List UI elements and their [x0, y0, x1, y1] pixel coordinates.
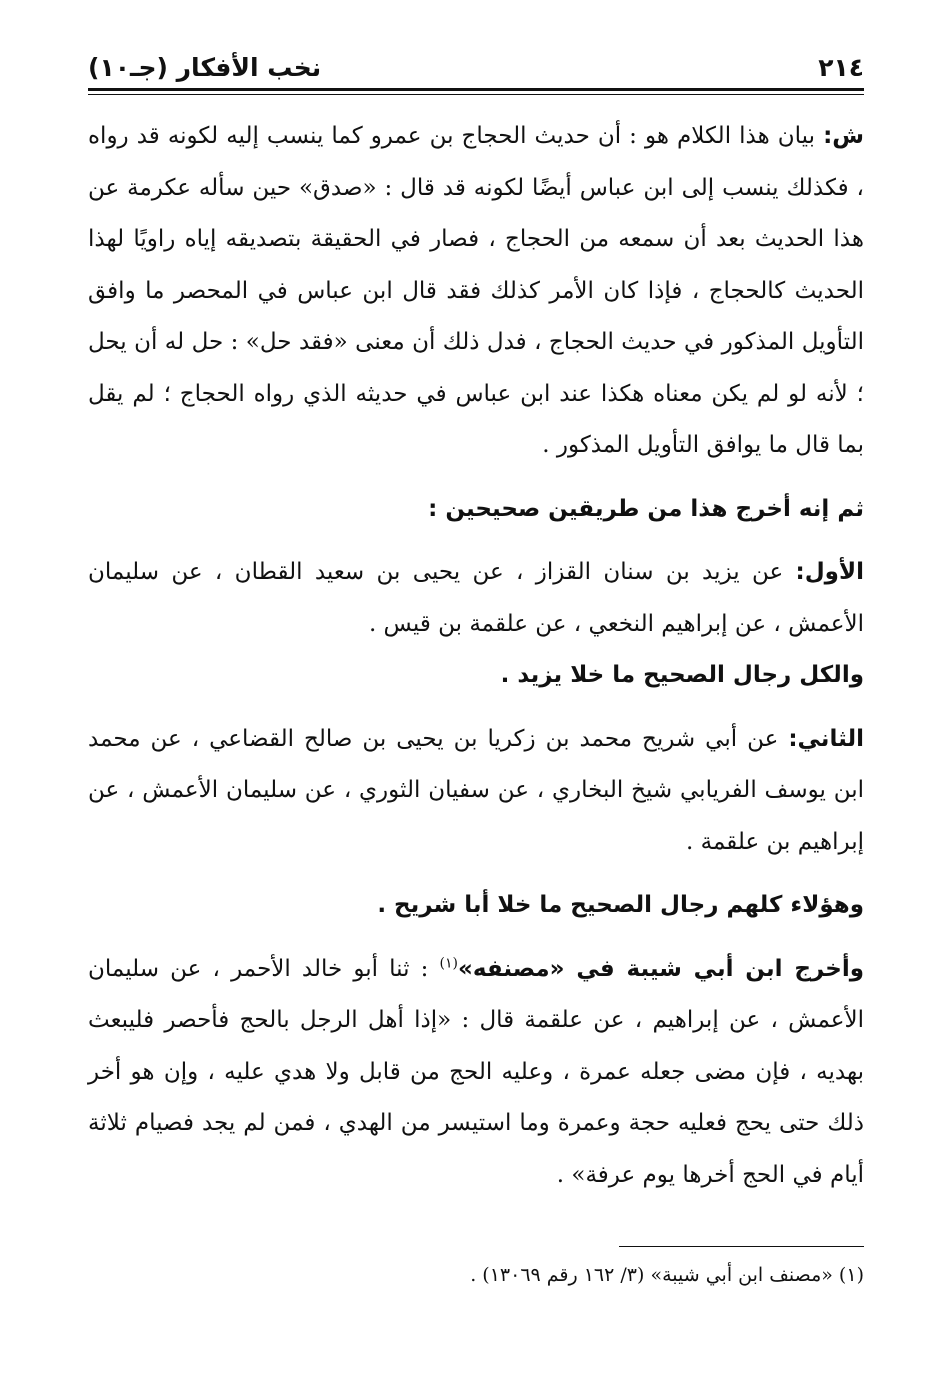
- paragraph-lead: وأخرج ابن أبي شيبة في «مصنفه»: [458, 955, 864, 982]
- paragraph-second-chain: [88, 714, 864, 869]
- spacer: [88, 932, 864, 944]
- header-rule-thick: [88, 88, 864, 91]
- footnote: (١) «مصنف ابن أبي شيبة» (٣/ ١٦٢ رقم ١٣٠٦٩) .: [470, 1264, 864, 1286]
- spacer: [88, 535, 864, 547]
- running-header: [88, 38, 864, 82]
- paragraph-text: بيان هذا الكلام هو : أن حديث الحجاج بن عمرو كما ينسب إليه لكونه قد رواه ، فكذلك ينسب إلى ابن عباس أيضًا لكونه قد قال : «صدق» حين سأله عكرمة عن هذا الحديث بعد أن سمعه من الحجاج ، فصار في الحقيقة بتصديقه إياه راويًا لهذا الحديث كالحجاج ، فإذا كان الأمر كذلك فقد قال ابن عباس في المحصر ما وافق التأويل المذكور في حديث الحجاج ، فدل ذلك أن معنى «فقد حل» : حل له أن يحل ؛ لأنه لو لم يكن معناه هكذا عند ابن عباس في حديثه الذي رواه الحجاج ؛ لم يقل بما قال ما يوافق التأويل المذكور .: [88, 123, 864, 458]
- section-heading: ثم إنه أخرج هذا من طريقين صحيحين :: [428, 495, 864, 522]
- spacer: [88, 702, 864, 714]
- section-heading: وهؤلاء كلهم رجال الصحيح ما خلا أبا شريح .: [377, 892, 864, 918]
- paragraph-text: عن أبي شريح محمد بن زكريا بن يحيى بن صالح القضاعي ، عن محمد ابن يوسف الفريابي شيخ البخاري ، عن سفيان الثوري ، عن سليمان الأعمش ، عن إبراهيم بن علقمة .: [88, 725, 864, 855]
- page-number: ٢١٤: [818, 53, 864, 82]
- spacer: [88, 472, 864, 484]
- book-title: نخب الأفكار (جـ١٠): [88, 53, 322, 82]
- paragraph-text: عن يزيد بن سنان القزاز ، عن يحيى بن سعيد القطان ، عن سليمان الأعمش ، عن إبراهيم النخعي ، عن علقمة بن قيس .: [88, 559, 864, 637]
- spacer: [88, 868, 864, 880]
- book-page: [88, 38, 864, 1286]
- paragraph-text: : ثنا أبو خالد الأحمر ، عن سليمان الأعمش ، عن إبراهيم ، عن علقمة قال : «إذا أهل الرجل بالحج فأحصر فليبعث بهديه ، فإن مضى جعله عمرة ، وعليه الحج من قابل ولا هدي عليه ، وإن هو أخر ذلك حتى يحج فعليه حجة وعمرة وما استيسر من الهدي ، فمن لم يجد فصيام ثلاثة أيام في الحج أخرها يوم عرفة» .: [88, 955, 864, 1188]
- footnote-rule: [619, 1246, 864, 1247]
- paragraph-explanation: [88, 111, 864, 472]
- paragraph-ibn-abi-shayba: [88, 944, 864, 1202]
- footnote-reference[interactable]: (١): [439, 954, 459, 971]
- body-text: [88, 111, 864, 1201]
- paragraph-lead: ش:: [823, 123, 864, 149]
- paragraph-lead: الأول:: [795, 559, 864, 585]
- paragraph-lead: الثاني:: [788, 725, 864, 752]
- paragraph-first-chain: [88, 547, 864, 650]
- header-rule-thin: [88, 94, 864, 95]
- section-heading: والكل رجال الصحيح ما خلا يزيد .: [500, 662, 864, 688]
